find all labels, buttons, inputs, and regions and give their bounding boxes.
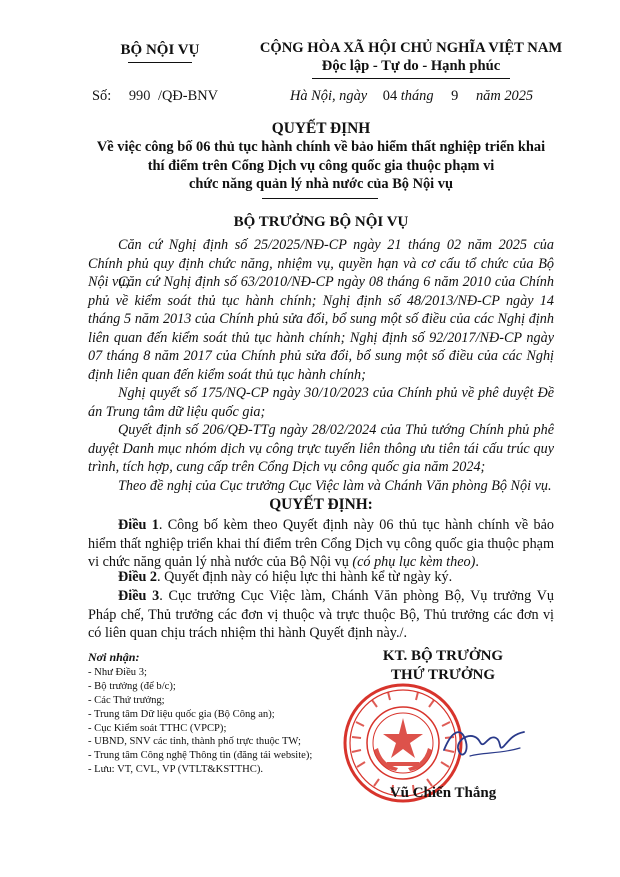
preamble-paragraph: Quyết định số 206/QĐ-TTg ngày 28/02/2024 của Thủ tướng Chính phủ phê duyệt Danh mục nhóm dịch vụ công trực tuyến liên thông ưu tiên tái cấu trúc quy trình, tích hợp, cung cấp trên Cổng Dịch vụ công quốc gia năm 2024;: [88, 422, 554, 475]
recipient-item: - Như Điều 3;: [88, 666, 147, 678]
document-number: [92, 88, 218, 105]
article-2: [88, 568, 554, 587]
month-label: tháng: [400, 88, 434, 104]
preamble-paragraph: Căn cứ Nghị định số 63/2010/NĐ-CP ngày 08 tháng 6 năm 2010 của Chính phủ về kiểm soát thủ tục hành chính; Nghị định số 48/2013/NĐ-CP ngày 14 tháng 5 năm 2013 của Chính phủ sửa đổi, bổ sung một số điều của các Nghị định liên quan đến kiểm soát thủ tục hành chính; Nghị định số 92/2017/NĐ-CP ngày 07 tháng 8 năm 2017 của Chính phủ sửa đổi, bổ sung một số điều của các Nghị định liên quan đến kiểm soát thủ tục hành chính;: [88, 274, 554, 383]
article-text: . Công bố kèm theo Quyết định này 06 thủ tục hành chính về bảo hiểm thất nghiệp triển khai thí điểm trên Cổng Dịch vụ công quốc gia thuộc phạm vi chức năng quản lý nhà nước của Bộ Nội vụ: [88, 517, 555, 570]
recipient-item: - UBND, SNV các tỉnh, thành phố trực thuộc TW;: [88, 736, 301, 748]
recipient-item: - Cục Kiểm soát TTHC (VPCP);: [88, 722, 227, 734]
recipient-item: - Trung tâm Công nghệ Thông tin (đăng tải website);: [88, 750, 313, 762]
recipient-item: - Trung tâm Dữ liệu quốc gia (Bộ Công an);: [88, 708, 275, 720]
subject-line: Về việc công bố 06 thủ tục hành chính về bảo hiểm thất nghiệp triển khai: [96, 139, 546, 155]
article-text: . Cục trưởng Cục Việc làm, Chánh Văn phòng Bộ, Vụ trưởng Vụ Pháp chế, Thủ trưởng các đơn vị thuộc và trực thuộc Bộ, Thủ trưởng các đơn vị có liên quan chịu trách nhiệm thi hành Quyết định này./.: [88, 588, 555, 641]
preamble-paragraph: Theo đề nghị của Cục trưởng Cục Việc làm và Chánh Văn phòng Bộ Nội vụ.: [118, 478, 552, 494]
article-1: [88, 516, 554, 572]
signatory-position: THỨ TRƯỞNG: [390, 667, 496, 683]
national-motto: Độc lập - Tự do - Hạnh phúc: [321, 58, 501, 74]
recipient-item: - Các Thứ trưởng;: [88, 694, 165, 706]
subject-line: chức năng quản lý nhà nước của Bộ Nội vụ: [189, 176, 453, 192]
preamble-paragraph: Căn cứ Nghị định số 25/2025/NĐ-CP ngày 21 tháng 02 năm 2025 của Chính phủ quy định chức năng, nhiệm vụ, quyền hạn và cơ cấu tổ chức của Bộ Nội vụ;: [88, 237, 554, 290]
article-label: Điều 1: [118, 517, 159, 533]
preamble-paragraph: Nghị quyết số 175/NQ-CP ngày 30/10/2023 của Chính phủ về phê duyệt Đề án Trung tâm dữ liệu quốc gia;: [88, 385, 554, 420]
decision-heading: QUYẾT ĐỊNH:: [269, 496, 373, 513]
number-value: 990: [128, 88, 151, 104]
signatory-name: Vũ Chiến Thắng: [389, 785, 497, 801]
article-note: (có phụ lục kèm theo): [352, 554, 476, 570]
article-end: .: [475, 554, 479, 570]
recipients-heading: Nơi nhận:: [88, 650, 140, 664]
agency-underline: [128, 62, 192, 63]
year-label: năm 2025: [475, 88, 534, 104]
issuing-authority: BỘ TRƯỞNG BỘ NỘI VỤ: [233, 214, 409, 230]
recipient-item: - Lưu: VT, CVL, VP (VTLT&KSTTHC).: [88, 764, 264, 776]
article-text: . Quyết định này có hiệu lực thi hành kể từ ngày ký.: [157, 569, 453, 585]
motto-underline: [312, 78, 510, 79]
number-suffix: /QĐ-BNV: [158, 88, 218, 104]
subject-underline: [262, 198, 378, 199]
recipient-item: - Bộ trưởng (để b/c);: [88, 680, 176, 692]
number-label: Số:: [92, 88, 112, 104]
issuing-agency: BỘ NỘI VỤ: [120, 42, 200, 58]
issue-day: 04: [382, 88, 398, 104]
recipients-list: [88, 651, 338, 777]
place-date: [290, 88, 533, 105]
handwritten-signature-icon: [440, 712, 530, 772]
article-label: Điều 2: [118, 569, 158, 585]
signatory-title: KT. BỘ TRƯỞNG: [382, 648, 504, 664]
article-3: [88, 587, 554, 643]
subject-block: [88, 138, 554, 194]
article-label: Điều 3: [118, 588, 160, 604]
issue-month: 9: [451, 88, 459, 104]
national-title: CỘNG HÒA XÃ HỘI CHỦ NGHĨA VIỆT NAM: [259, 40, 563, 56]
place-date-prefix: Hà Nội, ngày: [290, 88, 368, 104]
subject-line: thí điểm trên Cổng Dịch vụ công quốc gia thuộc phạm vi: [147, 157, 495, 174]
document-type: QUYẾT ĐỊNH: [271, 120, 371, 137]
